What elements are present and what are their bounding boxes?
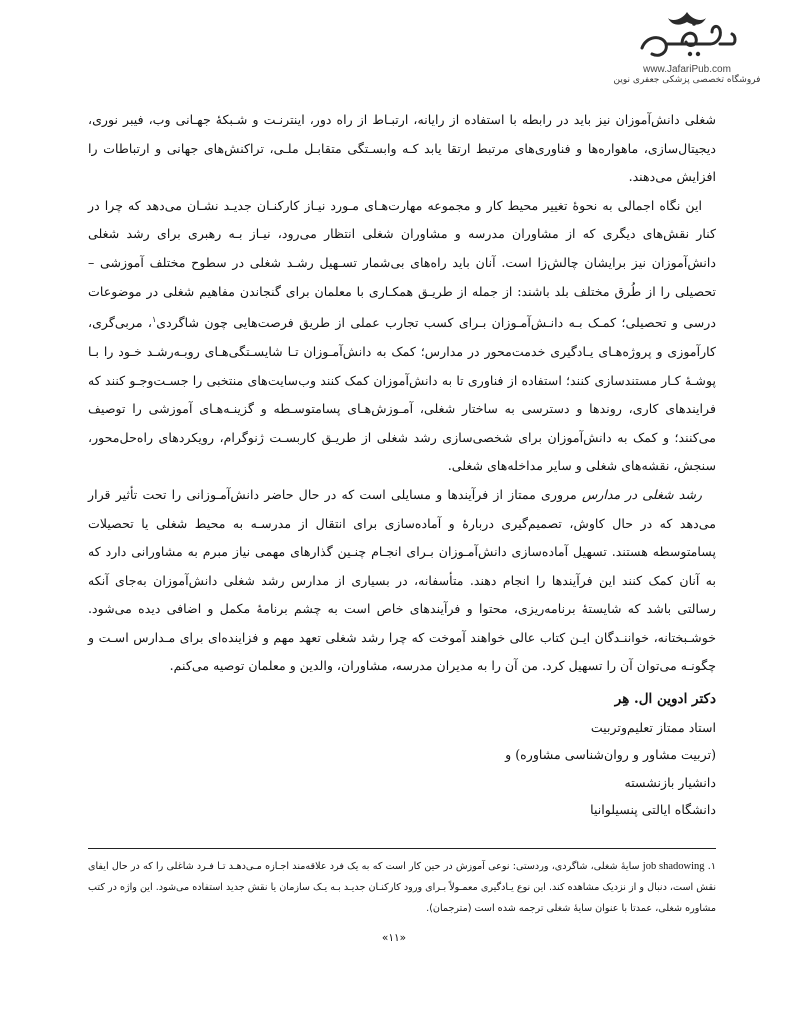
signature-line-4: دانشگاه ایالتی پنسیلوانیا: [590, 802, 716, 817]
paragraph-2-start: این نگاه اجمالی به نحوهٔ تغییر محیط کار و مجموعه مهارت‌هـای مـورد نیـاز کارکنـان جدیـد نشـان می‌دهد که چرا در کنار نقش‌های دیگری که از مشاوران مدرسه و مشاوران شغلی انتظار می‌رود، نیـاز بـه رهبری برای رشد شغلی دانش‌آموزان نیز برایشان چالش‌زا است. آنان باید راه‌های بی‌شمار تسـهیل رشـد شغلی در سطوح مختلف آموزشی – تحصیلی را از طُرق مختلف بلد باشند: از جمله از طریـق همکـاری با معلمان برای گنجاندن مفاهیم شغلی در موضوعات درسی و تحصیلی؛ کمـک بـه دانـش‌آمـوزان بـرای کسب تجارب عملی از طریق فرصت‌هایی چون شاگردی: [88, 197, 716, 331]
paragraph-3-text: مروری ممتاز از فرآیندها و مسایلی است که در حال حاضر دانش‌آمـوزانی را تحت تأثیر قرار می‌دهد که در حال کاوش، تصمیم‌گیری دربارهٔ و آماده‌سازی برای انتقال از مدرسـه به محیط شغلی یا تحصیلات پسامتوسطه هستند. تسهیل آماده‌سازی دانش‌آمـوزان بـرای انجـام چنـین گذارهای مهمی نیاز مبرم به مشاورانی دارد که به آنان کمک کنند این فرآیندها را انجام دهند. متأسفانه، در بسیاری از مدارس رشد شغلی دانش‌آموزان به‌جای آنکه رسالتی باشد که شایستهٔ برنامه‌ریزی، محتوا و فرآیندهای خاص است به چشم برنامهٔ مکمل و اضافی دیده می‌شود. خوشـبختانه، خواننـدگان ایـن کتاب عالی خواهند آموخت که چرا رشد شغلی تعهد مهم و فزاینده‌ای برای مـدارس اسـت و چگونـه می‌توان آن را تسهیل کرد. من آن را به مدیران مدرسه، مشاوران، والدین و معلمان توصیه می‌کنم.: [88, 486, 716, 674]
publisher-logo-icon: [632, 8, 742, 66]
paragraph-2-rest: ، مربی‌گری، کارآموزی و پروژه‌هـای یـادگیری خدمت‌محور در مدارس؛ کمک به دانش‌آمـوزان تـا شایسـتگی‌هـای روبـه‌رشـد خـود را بـا پوشـهٔ کـار مستندسازی کنند؛ استفاده از فناوری تا به دانش‌آموزان کمک کنند وب‌سایت‌های منتخبی را جسـت‌وجـو کنند که فرایندهای کاری، روندها و دسترسی به ساختار شغلی، آمـوزش‌هـای پسامتوسـطه و گزینـه‌هـای آموزشی را توصیف می‌کنند؛ و کمک به دانش‌آموزان برای شخصی‌سازی رشد شغلی از طریـق کاربسـت ژنوگرام، رویکردهای راه‌حل‌محور، سنجش، نقشه‌های شغلی و سایر مداخله‌های شغلی.: [88, 315, 716, 474]
signature-line-3: دانشیار بازنشسته: [624, 774, 716, 790]
paragraph-3: [88, 481, 716, 681]
signature-line-2: (تربیت مشاور و روان‌شناسی مشاوره) و: [505, 747, 716, 762]
footnote: [88, 856, 716, 919]
paragraph-2: [88, 192, 716, 481]
publisher-logo: [612, 8, 762, 98]
publisher-url: www.JafariPub.com: [643, 64, 731, 75]
publisher-tagline: فروشگاه تخصصی پزشکی جعفری نوین: [613, 75, 761, 85]
signature-line-1: استاد ممتاز تعلیم‌وتربیت: [590, 719, 716, 735]
main-text: [88, 106, 716, 681]
signature-name: دکتر ادوین ال. هِر: [614, 691, 716, 707]
paragraph-1: شغلی دانش‌آموزان نیز باید در رابطه با استفاده از رایانه، ارتبـاط از راه دور، اینترنـت و شـبکهٔ جهـانی وب، فیبر نوری، دیجیتال‌سازی، ماهواره‌ها و فناوری‌های مرتبط ارتقا یابد کـه وابسـتگی متقابـل ملـی، تراکنش‌های جهانی و ارتباطات را افزایش می‌دهند.: [88, 112, 716, 185]
signature-block: [505, 686, 716, 824]
footnote-divider: [88, 848, 716, 849]
footnote-number: ۱.: [707, 861, 716, 872]
footnote-ref: ۱: [151, 315, 157, 325]
footnote-term: job shadowing: [642, 861, 705, 872]
page-number: «۱۱»: [381, 932, 407, 944]
book-title: رشد شغلی در مدارس: [581, 486, 702, 502]
footnote-text: سایهٔ شغلی، شاگردی، وردستی: نوعی آموزش در حین کار است که به یک فرد علاقه‌مند اجـازه مـی‌دهـد تـا فـرد شاغلی را که در حال ایفای نقش است، دنبال و از نزدیک مشاهده کند. این نوع یـادگیری معمـولاً بـرای ورود کارکنـان جدیـد بـه یـک سازمان یا نقش جدید استفاده می‌شود. این واژه در کتب مشاوره شغلی، عمدتا با عنوان سایهٔ شغلی ترجمه شده است (مترجمان).: [88, 861, 716, 914]
